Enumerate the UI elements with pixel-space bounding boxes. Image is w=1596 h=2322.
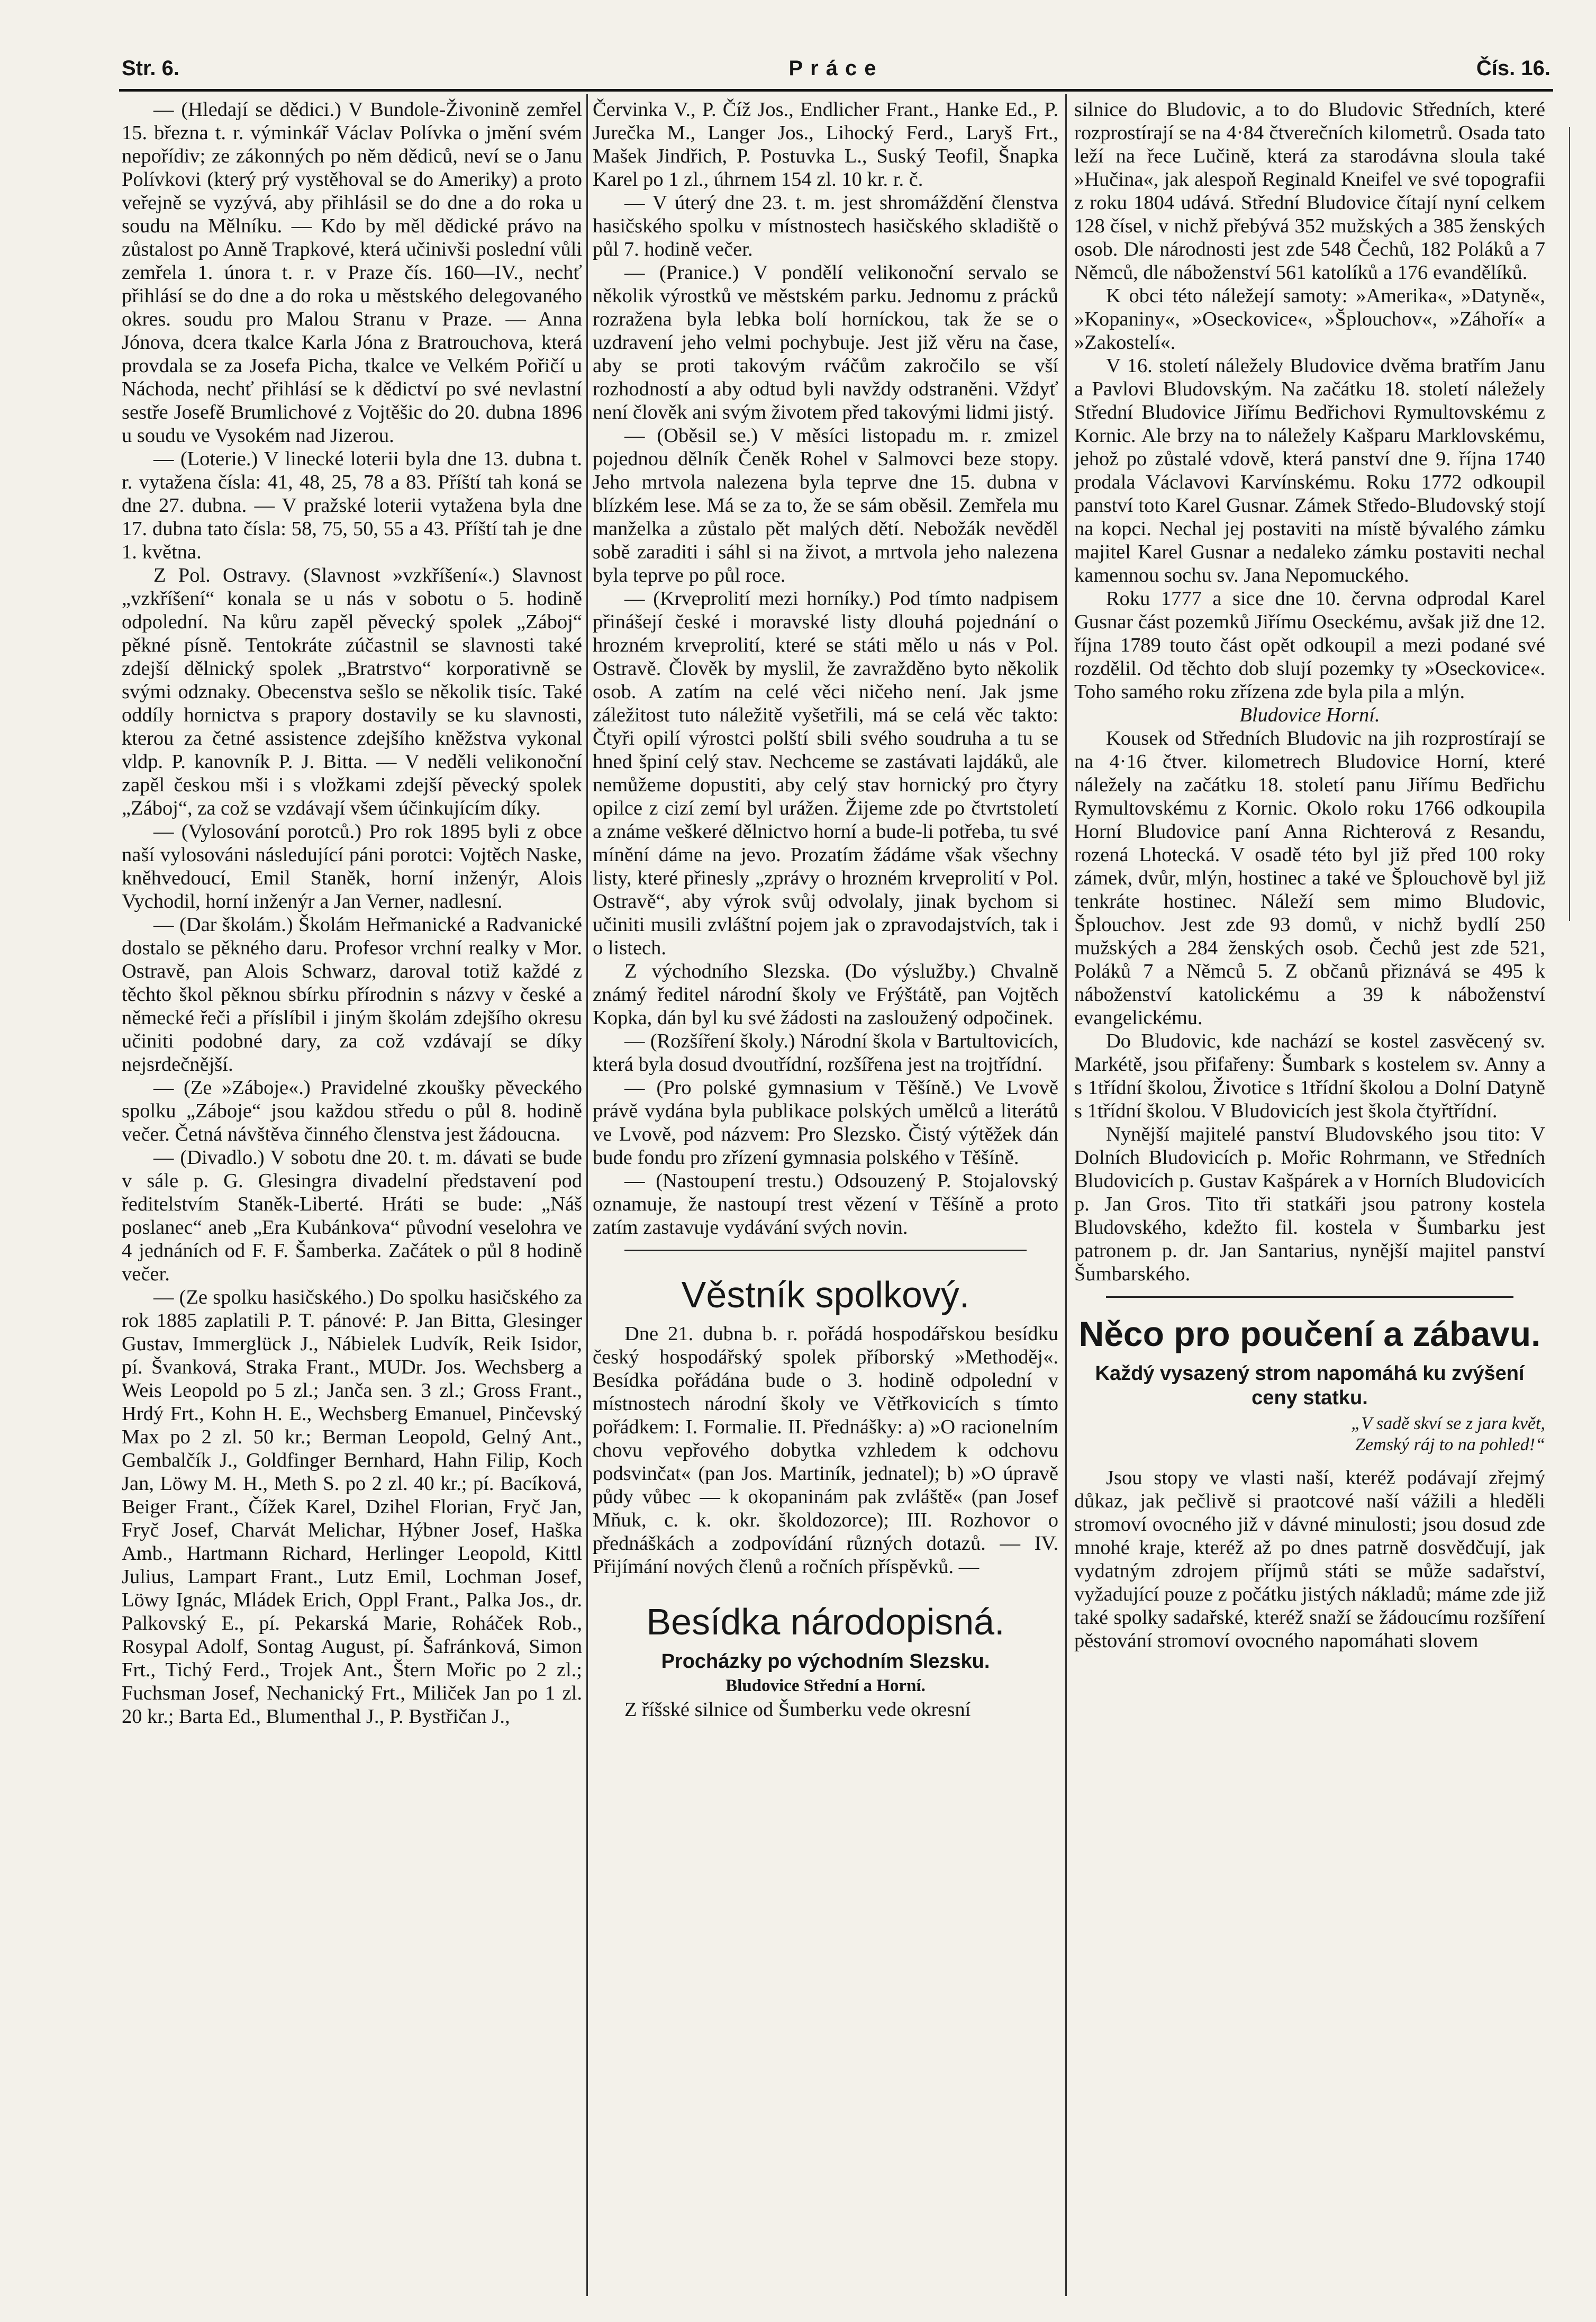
article-paragraph: Jsou stopy ve vlasti naší, kteréž podávají zřejmý důkaz, jak pečlivě si praotcové naší vážili a hleděli stromoví ovocného již v dávné minulosti; jsou dosud zde mnohé kraje, kteréž až po dnes patrně dosvědčují, jak vydatným zdrojem příjmů státi se může sadařství, vyžadující pouze z počátku jistých nákladů; máme zde již také spolky sadařské, kteréž snaží se žádoucímu rozšíření pěstování stromoví ovocného napomáhati slovem (1074, 1467, 1545, 1652)
article-paragraph: — (Pro polské gymnasium v Těšíně.) Ve Lvově právě vydána byla publikace polských umělců a literátů ve Lvově, pod názvem: Pro Slezsko. Čistý výtěžek dán bude fondu pro zřízení gymnasia polského v Těšíně. (593, 1077, 1058, 1169)
article-paragraph: Nynější majitelé panství Bludovského jsou tito: V Dolních Bludovicích p. Mořic Rohrmann, ve Středních Bludovicích p. Gustav Kašpárek a v Horních Bludovicích p. Jan Gros. Tito tři statkáři jsou patrony kostela Bludovského, kdežto fil. kostela v Šumbarku jest patronem p. dr. Jan Santarius, nynější majitel panství Šumbarského. (1074, 1123, 1545, 1285)
article-paragraph: Z Pol. Ostravy. (Slavnost »vzkříšení«.) Slavnost „vzkříšení“ konala se u nás v sobotu o 5. hodině odpolední. Na kůru zapěl pěvecký spolek „Záboj“ pěkné písně. Tentokráte zúčastnil se slavnosti také zdejší dělnický spolek „Bratrstvo“ korporativně se svými odznaky. Obecenstva sešlo se několik tisíc. Také oddíly hornictva s prapory dostavily se ku slavnosti, kterou za četné assistence zdejšího kněžstva vykonal vldp. P. kanovník P. J. Bitta. — V neděli velikonoční zapěl českou mši i s vložkami zdejší pěvecký spolek „Záboj“, za což se vzdávají všem účinkujícím díky. (122, 564, 582, 819)
page-number: Str. 6. (122, 57, 179, 80)
vestnik-paragraph: Dne 21. dubna b. r. pořádá hospodářskou besídku český hospodářský spolek příborský »Methoděj«. Besídka pořádána bude o 3. hodině odpolední v místnostech národní školy ve Větřkovicích s tímto pořádkem: I. Formalie. II. Přednášky: a) »O racionelním chovu vepřového dobytka vzhledem k odchovu podsvinčat« (pan Jos. Martiník, jednatel); b) »O úpravě půdy vůbec — k okopaninám pak zvláště« (pan Josef Mňuk, c. k. okr. školdozorce); III. Rozhovor o přednáškách a zodpovídání různých dotazů. — IV. Přijímání nových členů a ročních příspěvků. — (593, 1323, 1058, 1578)
section-title-besidka: Besídka národopisná. (646, 1601, 1005, 1642)
section-subtitle: Každý vysazený strom napomáhá ku zvýšení ceny statku. (1095, 1362, 1525, 1409)
header-rule (119, 89, 1553, 92)
article-paragraph: Kousek od Středních Bludovic na jih rozprostírají se na 4·16 čtver. kilometrech Bludovice Horní, které náležely na začátku 18. století panu Jiřímu Bedřichu Rymultovskému z Kornic. Okolo roku 1766 odkoupila Horní Bludovice paní Anna Richterová z Resandu, rozená Lhotecká. V osadě této byl již před 100 roky zámek, dvůr, mlýn, hostinec a také ve Šplouchově byl již tenkráte hostinec. Náleží sem mimo Bludovic, Šplouchov. Jest zde 93 domů, v nichž bydlí 250 mužských a 284 ženských osob. Čechů jest zde 521, Poláků 7 a Němců 5. Z občanů přiznává se 495 k náboženství katolickému a 39 k náboženství evangelickému. (1074, 727, 1545, 1029)
article-paragraph: V 16. století náležely Bludovice dvěma bratřím Janu a Pavlovi Bludovským. Na začátku 18. století náležely Střední Bludovice Jiřímu Bedřichovi Rymultovskému z Kornic. Ale brzy na to náležely Kašparu Marklovskému, jehož po zůstalé vdově, která panství dne 9. října 1740 prodala Václavovi Karvínskému. Roku 1772 odkoupil panství toto Karel Gusnar. Zámek Středo-Bludovský stojí na kopci. Nechal jej postaviti na místě bývalého zámku majitel Karel Gusnar a nedaleko zámku postaviti nechal kamennou sochu sv. Jana Nepomuckého. (1074, 355, 1545, 586)
article-paragraph: — (Divadlo.) V sobotu dne 20. t. m. dávati se bude v sále p. G. Glesingra divadelní představení pod ředitelstvím Staněk-Liberté. Hráti se bude: „Náš poslanec“ aneb „Era Kubánkova“ původní veselohra ve 4 jednáních od F. F. Šamberka. Začátek o půl 8 hodině večer. (122, 1146, 582, 1285)
section-rule (1106, 1296, 1513, 1298)
article-paragraph: — (Vylosování porotců.) Pro rok 1895 byli z obce naší vylosováni následující páni porotci: Vojtěch Naske, kněhvedoucí, Emil Staněk, horní inženýr, Alois Vychodil, horní inženýr a Jan Verner, nadlesní. (122, 820, 582, 912)
section-title-poucen: Něco pro poučení a zábavu. (1078, 1314, 1541, 1353)
newspaper-title: Práce (788, 57, 884, 80)
article-paragraph: Do Bludovic, kde nachází se kostel zasvěcený sv. Markétě, jsou přifařeny: Šumbark s kostelem sv. Anny a s 1třídní školou, Životice s 1třídní školou a Dolní Datyně s 1třídní školou. V Bludovicích jest škola čtyřtřídní. (1074, 1030, 1545, 1122)
motto-line: Zemský ráj to na pohled!“ (1355, 1435, 1545, 1454)
article-paragraph: Červinka V., P. Číž Jos., Endlicher Frant., Hanke Ed., P. Jurečka M., Langer Jos., Lihocký Ferd., Laryš Frt., Mašek Jindřich, P. Postuvka L., Suský Teofil, Šnapka Karel po 1 zl., úhrnem 154 zl. 10 kr. r. č. (593, 98, 1058, 191)
column-2 (593, 98, 1058, 1721)
article-paragraph: — (Pranice.) V pondělí velikonoční servalo se několik výrostků ve městském parku. Jednomu z prácků rozražena byla lebka bolí horníckou, tak že se o uzdravení jeho velmi pochybuje. Jest již věru na čase, aby se proti takovým rváčům zakročilo se vší rozhodností a aby odtud byli navždy odstraněni. Vždyť není člověk ani svým životem před takovými lidmi jistý. (593, 261, 1058, 423)
article-paragraph: Roku 1777 a sice dne 10. června odprodal Karel Gusnar část pozemků Jiřímu Oseckému, avšak již dne 12. října 1789 touto část opět odkoupil a mezi podané své rozdělil. Od těchto dob slují pozemky ty »Oseckovice«. Toho samého roku zřízena zde byla pila a mlýn. (1074, 588, 1545, 703)
section-subsubtitle: Bludovice Střední a Horní. (726, 1676, 926, 1695)
article-paragraph: — V úterý dne 23. t. m. jest shromáždění členstva hasičského spolku v místnostech hasičského skladiště o půl 7. hodině večer. (593, 192, 1058, 260)
article-paragraph: K obci této náležejí samoty: »Amerika«, »Datyně«, »Kopaniny«, »Oseckovice«, »Šplouchov«, »Záhoří« a »Zakostelí«. (1074, 285, 1545, 354)
article-paragraph: — (Ze spolku hasičského.) Do spolku hasičského za rok 1885 zaplatili P. T. pánové: P. Jan Bitta, Glesinger Gustav, Immerglück J., Nábielek Ludvík, Reik Isidor, pí. Švanková, Straka Frant., MUDr. Jos. Wechsberg a Weis Leopold po 5 zl.; Janča sen. 3 zl.; Gross Frant., Hrdý Frt., Kohn H. E., Wechsberg Emanuel, Pinčevský Max po 2 zl. 50 kr.; Berman Leopold, Gelný Ant., Gembalčík J., Goldfinger Bernhard, Hahn Filip, Koch Jan, Löwy M. H., Meth S. po 2 zl. 40 kr.; pí. Bacíková, Beiger Frant., Čížek Karel, Dzihel Florian, Fryč Jan, Fryč Josef, Charvát Melichar, Hýbner Josef, Haška Amb., Hartmann Richard, Herlinger Leopold, Kittl Julius, Lampart Frant., Lutz Emil, Lochman Josef, Löwy Ignác, Mládek Erich, Oppl Frant., Palka Jos., dr. Palkovský E., pí. Pekarská Marie, Roháček Rob., Rosypal Adolf, Sontag August, pí. Šafránková, Simon Frt., Tichý Ferd., Trojek Ant., Štern Mořic po 2 zl.; Fuchsman Josef, Nechanický Frt., Miliček Jan po 1 zl. 20 kr.; Barta Ed., Blumenthal J., P. Bystřičan J., (122, 1286, 582, 1728)
column-3 (1074, 98, 1545, 1652)
motto-line: „V sadě skví se z jara květ, (1351, 1414, 1545, 1433)
article-paragraph: — (Oběsil se.) V měsíci listopadu m. r. zmizel pojednou dělník Čeněk Rohel v Salmovci beze stopy. Jeho mrtvola nalezena byla teprve dne 15. dubna v blízkém lese. Má se za to, že se sám oběsil. Zemřela mu manželka a zůstalo pět malých dětí. Nebožák nevěděl sobě zaraditi i sáhl si na život, a mrtvola jeho nalezena byla teprve po půl roce. (593, 424, 1058, 586)
adjacent-page-edge (1569, 127, 1591, 921)
column-divider (586, 94, 588, 2296)
article-paragraph: — (Loterie.) V linecké loterii byla dne 13. dubna t. r. vytažena čísla: 41, 48, 25, 78 a 83. Příští tah koná se dne 27. dubna. — V pražské loterii vytažena byla dne 17. dubna tato čísla: 58, 75, 50, 55 a 43. Příští tah je dne 1. května. (122, 448, 582, 563)
article-paragraph: — (Hledají se dědici.) V Bundole-Živonině zemřel 15. března t. r. výminkář Václav Polívka o jmění svém nepořídiv; ze zákonných po něm dědiců, neví se o Janu Polívkovi (který prý vystěhoval se do Ameriky) a proto veřejně se vyzývá, aby přihlásil se do dne a do roka u soudu na Mělníku. — Kdo by měl dědické právo na zůstalost po Anně Trapkové, která učinivši poslední vůli zemřela 1. února t. r. v Praze čís. 160—IV., nechť přihlásí se do dne a do roka u městského delegovaného okres. soudu pro Malou Stranu v Praze. — Anna Jónova, dcera tkalce Karla Jóna z Bratrouchova, která provdala se za Josefa Picha, tkalce ve Velkém Pořičí u Náchoda, nechť přihlásí se k dědictví po své nevlastní sestře Josefě Brumlichové z Vojtěšic do 20. dubna 1896 u soudu ve Vysokém nad Jizerou. (122, 98, 582, 447)
column-1 (122, 98, 582, 1728)
issue-number: Čís. 16. (1476, 57, 1550, 80)
section-subtitle: Procházky po východním Slezsku. (661, 1650, 990, 1673)
besidka-paragraph: Z říšské silnice od Šumberku vede okresní (624, 1698, 971, 1721)
section-rule (624, 1250, 1027, 1251)
page-header (122, 50, 1550, 87)
article-paragraph: silnice do Bludovic, a to do Bludovic Středních, které rozprostírají se na 4·84 čtverečních kilometrů. Osada tato leží na řece Lučině, která za starodávna sloula také »Hučina«, jak alespoň Reginald Kneifel ve své topografii z roku 1804 udává. Střední Bludovice čítají nyní celkem 128 čísel, v nichž přebývá 352 mužských a 385 ženských osob. Dle národnosti jest zde 548 Čechů, 182 Poláků a 7 Němců, dle náboženství 561 katolíků a 176 evandělíků. (1074, 98, 1545, 284)
subsection-title: Bludovice Horní. (1239, 704, 1380, 726)
column-divider (1065, 94, 1067, 2296)
article-paragraph: — (Ze »Záboje«.) Pravidelné zkoušky pěveckého spolku „Záboje“ jsou každou středu o půl 8. hodině večer. Četná návštěva činného členstva jest žádoucna. (122, 1077, 582, 1145)
article-paragraph: — (Rozšíření školy.) Národní škola v Bartultovicích, která byla dosud dvoutřídní, rozšířena jest na trojtřídní. (593, 1030, 1058, 1076)
article-paragraph: Z východního Slezska. (Do výslužby.) Chvalně známý ředitel národní školy ve Frýštátě, pan Vojtěch Kopka, dán byl ku své žádosti na zasloužený odpočinek. (593, 960, 1058, 1029)
article-paragraph: — (Dar školám.) Školám Heřmanické a Radvanické dostalo se pěkného daru. Profesor vrchní realky v Mor. Ostravě, pan Alois Schwarz, daroval totiž každé z těchto škol pěknou sbírku přírodnin s názvy v české a německé řeči a příslíbil i jiným školám zdejšího okresu učiniti podobné dary, za což vzdávají se díky nejsrdečnější. (122, 914, 582, 1076)
article-paragraph: — (Nastoupení trestu.) Odsouzený P. Stojalovský oznamuje, že nastoupí trest vězení v Těšíně a proto zatím zastavuje vydávání svých novin. (593, 1170, 1058, 1239)
article-paragraph: — (Krveprolití mezi horníky.) Pod tímto nadpisem přinášejí české i moravské listy dlouhá pojednání o hrozném krveprolití, které se státi mělo u nás v Pol. Ostravě. Člověk by myslil, že zavražděno byto několik osob. A zatím na celé věci ničeho není. Jak jsme záležitost tuto náležitě vyšetřili, má se celá věc takto: Čtyři opilí výrostci polští sbili svého soudruha a tu se hned špiní celý stav. Nechceme se zastávati lajdáků, ale nemůžeme dopustiti, aby celý stav hornický pro čtyry opilce z cizí zemí byl urážen. Žijeme zde po čtvrtstoletí a známe veškeré dělnictvo horní a bude-li potřeba, tu své mínění dáme na jevo. Prozatím žádáme však všechny listy, které přinesly „zprávy o hrozném krveprolití v Pol. Ostravě“, aby výrok svůj odvolaly, jinak bychom si učiniti musili zvláštní pojem jak o zpravodajstvích, tak i o listech. (593, 588, 1058, 959)
section-title-vestnik: Věstník spolkový. (681, 1274, 970, 1315)
